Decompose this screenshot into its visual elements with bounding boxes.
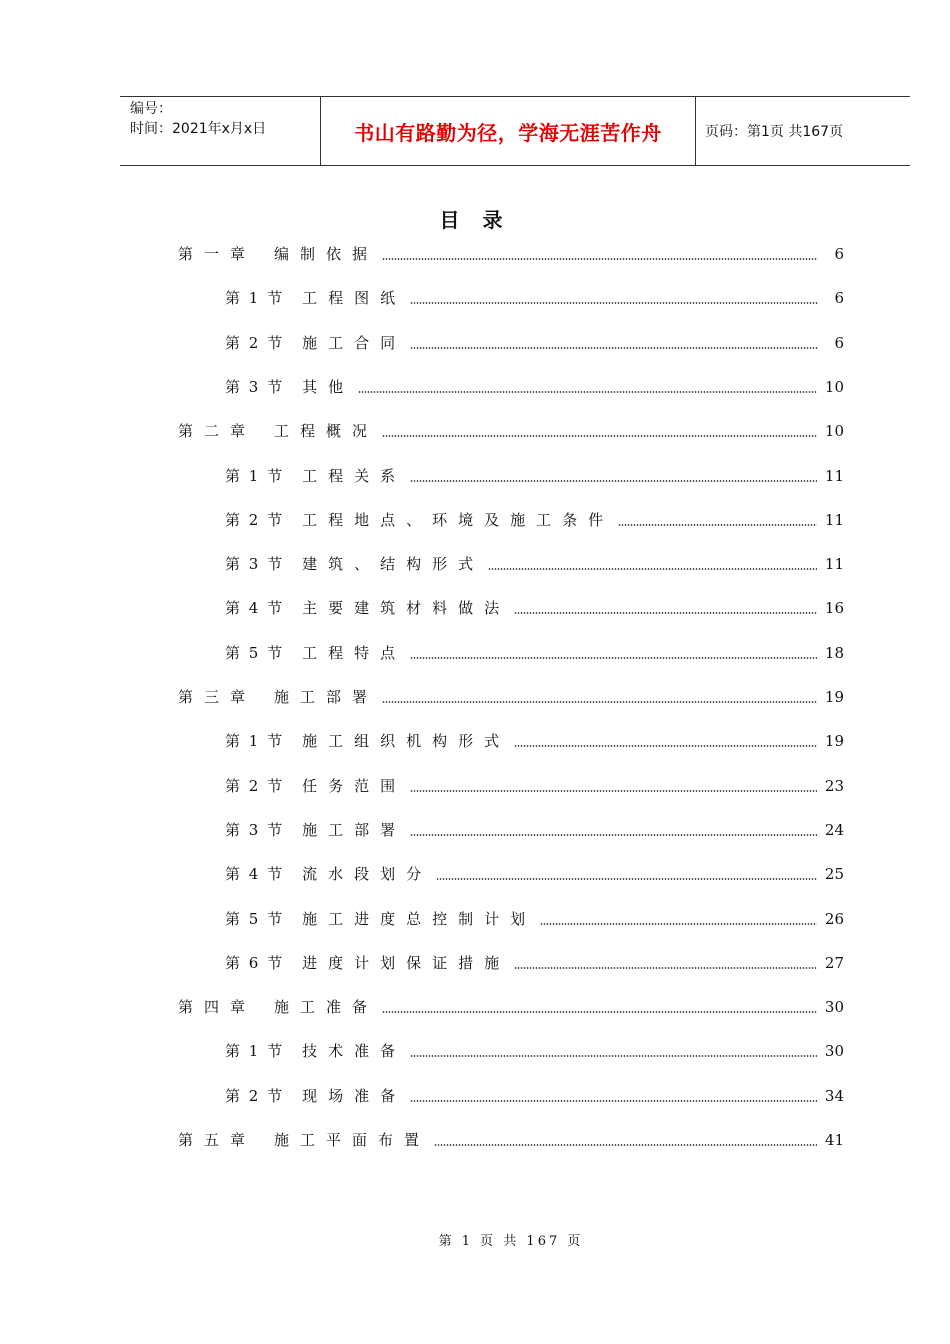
- toc-entry-number: 第二章: [178, 422, 257, 441]
- toc-entry-label: [225, 862, 432, 886]
- toc-entry-label: [225, 375, 354, 399]
- toc-entry-title: 现场准备: [302, 1086, 407, 1105]
- toc-entry-title: 技术准备: [302, 1042, 407, 1061]
- toc-dot-leader: [382, 435, 817, 437]
- toc-entry-label: [178, 242, 378, 266]
- toc-entry-label: [225, 552, 484, 576]
- toc-section-entry[interactable]: [225, 729, 844, 753]
- toc-entry-title: 工程关系: [302, 466, 407, 485]
- toc-entry-label: [225, 1039, 406, 1063]
- toc-page-number: 24: [824, 820, 844, 839]
- toc-entry-label: [225, 641, 406, 665]
- toc-entry-label: [225, 951, 510, 975]
- toc-dot-leader: [514, 745, 817, 747]
- toc-entry-number: 第 1 节: [225, 732, 285, 751]
- toc-entry-label: [178, 419, 378, 443]
- toc-entry-label: [225, 286, 406, 310]
- toc-title: 目 录: [439, 208, 511, 232]
- toc-entry-title: 其他: [302, 377, 355, 396]
- toc-page-number: 11: [824, 555, 844, 574]
- toc-chapter-entry[interactable]: [178, 685, 844, 709]
- toc-entry-title: 工程概况: [274, 422, 379, 441]
- toc-entry-number: 第 3 节: [225, 820, 285, 839]
- toc-dot-leader: [410, 790, 817, 792]
- toc-dot-leader: [410, 1055, 817, 1057]
- toc-section-entry[interactable]: [225, 375, 844, 399]
- page-code: 页码：第1页 共167页: [705, 124, 844, 140]
- toc-entry-title: 施工部署: [302, 820, 407, 839]
- toc-chapter-entry[interactable]: [178, 995, 844, 1019]
- toc-section-entry[interactable]: [225, 951, 844, 975]
- toc-chapter-entry[interactable]: [178, 1128, 844, 1152]
- toc-entry-number: 第 2 节: [225, 333, 285, 352]
- toc-page-number: 10: [824, 422, 844, 441]
- toc-entry-title: 施工进度总控制计划: [302, 909, 537, 928]
- toc-entry-title: 施工平面布置: [274, 1131, 431, 1149]
- toc-entry-number: 第 1 节: [225, 1042, 285, 1061]
- header-motto-cell: [320, 97, 696, 165]
- toc-dot-leader: [410, 302, 818, 304]
- toc-entry-label: [225, 1084, 406, 1108]
- toc-entry-label: [225, 331, 406, 355]
- toc-page-number: 41: [824, 1131, 844, 1149]
- toc-page-number: 6: [834, 333, 844, 352]
- toc-entry-title: 建筑、结构形式: [302, 555, 485, 574]
- header-page-cell: [695, 97, 910, 165]
- toc-page-number: 34: [824, 1086, 844, 1105]
- toc-dot-leader: [382, 701, 817, 703]
- toc-section-entry[interactable]: [225, 1084, 844, 1108]
- toc-section-entry[interactable]: [225, 907, 844, 931]
- toc-entry-number: 第五章: [178, 1131, 257, 1149]
- toc-page-number: 30: [824, 1042, 844, 1061]
- toc-page-number: 16: [824, 599, 844, 618]
- toc-entry-label: [225, 596, 510, 620]
- toc-page-number: 27: [824, 953, 844, 972]
- toc-entry-label: [225, 774, 406, 798]
- toc-section-entry[interactable]: [225, 464, 844, 488]
- toc-section-entry[interactable]: [225, 774, 844, 798]
- header-table: [120, 96, 910, 166]
- toc-entry-title: 施工部署: [274, 688, 379, 706]
- toc-entry-label: [225, 508, 614, 532]
- toc-section-entry[interactable]: [225, 596, 844, 620]
- toc-entry-title: 施工准备: [274, 998, 379, 1017]
- toc-page-number: 11: [824, 466, 844, 485]
- toc-entry-label: [178, 685, 378, 709]
- toc-page-number: 19: [824, 688, 844, 706]
- toc-entry-title: 工程地点、环境及施工条件: [302, 510, 615, 529]
- toc-page-number: 18: [824, 643, 844, 662]
- toc-section-entry[interactable]: [225, 286, 844, 310]
- toc-entry-number: 第 1 节: [225, 466, 285, 485]
- toc-entry-title: 施工组织机构形式: [302, 732, 511, 751]
- toc-dot-leader: [358, 391, 817, 393]
- toc-entry-number: 第 1 节: [225, 289, 285, 308]
- toc-section-entry[interactable]: [225, 862, 844, 886]
- toc-dot-leader: [410, 347, 818, 349]
- page-footer: 第 1 页 共 167 页: [438, 1234, 584, 1249]
- toc-dot-leader: [410, 834, 817, 836]
- header-meta-cell: [120, 97, 320, 165]
- toc-dot-leader: [410, 1100, 817, 1102]
- toc-entry-title: 进度计划保证措施: [302, 953, 511, 972]
- toc-entry-number: 第 4 节: [225, 865, 285, 884]
- toc-entry-number: 第一章: [178, 245, 257, 263]
- toc-chapter-entry[interactable]: [178, 419, 844, 443]
- toc-dot-leader: [436, 878, 817, 880]
- toc-section-entry[interactable]: [225, 818, 844, 842]
- toc-page-number: 26: [824, 909, 844, 928]
- toc-page-number: 30: [824, 998, 844, 1017]
- toc-section-entry[interactable]: [225, 641, 844, 665]
- toc-entry-number: 第 3 节: [225, 377, 285, 396]
- toc-entry-number: 第 6 节: [225, 953, 285, 972]
- toc-entry-title: 任务范围: [302, 776, 407, 795]
- toc-dot-leader: [488, 568, 817, 570]
- toc-dot-leader: [514, 967, 817, 969]
- toc-chapter-entry[interactable]: [178, 242, 844, 266]
- toc-entry-title: 编制依据: [274, 245, 379, 263]
- toc-dot-leader: [382, 258, 818, 260]
- toc-page-number: 11: [824, 510, 844, 529]
- toc-section-entry[interactable]: [225, 552, 844, 576]
- toc-section-entry[interactable]: [225, 508, 844, 532]
- toc-dot-leader: [540, 923, 817, 925]
- toc-page-number: 10: [824, 377, 844, 396]
- toc-page-number: 19: [824, 732, 844, 751]
- toc-entry-label: [178, 995, 378, 1019]
- toc-page-number: 6: [834, 245, 844, 263]
- toc-entry-label: [225, 464, 406, 488]
- toc-entry-title: 工程特点: [302, 643, 407, 662]
- toc-section-entry[interactable]: [225, 1039, 844, 1063]
- toc-section-entry[interactable]: [225, 331, 844, 355]
- toc-entry-number: 第 4 节: [225, 599, 285, 618]
- toc-entry-number: 第 3 节: [225, 555, 285, 574]
- document-time-label: 时间：2021年x月x日: [130, 121, 267, 137]
- toc-entry-number: 第 2 节: [225, 776, 285, 795]
- toc-entry-label: [225, 818, 406, 842]
- toc-entry-title: 流水段划分: [302, 865, 433, 884]
- document-number-label: 编号：: [130, 101, 172, 117]
- toc-entry-label: [225, 907, 536, 931]
- toc-entry-number: 第 2 节: [225, 1086, 285, 1105]
- toc-dot-leader: [410, 480, 817, 482]
- toc-dot-leader: [434, 1144, 817, 1146]
- toc-entry-title: 主要建筑材料做法: [302, 599, 511, 618]
- toc-entry-label: [178, 1128, 430, 1152]
- toc-page-number: 23: [824, 776, 844, 795]
- toc-entry-title: 工程图纸: [302, 289, 407, 308]
- toc-entry-title: 施工合同: [302, 333, 407, 352]
- toc-dot-leader: [382, 1011, 817, 1013]
- toc-entry-number: 第三章: [178, 688, 257, 706]
- toc-page-number: 6: [834, 289, 844, 308]
- toc-page-number: 25: [824, 865, 844, 884]
- toc-entry-number: 第 2 节: [225, 510, 285, 529]
- toc-dot-leader: [618, 524, 817, 526]
- toc-entry-number: 第 5 节: [225, 909, 285, 928]
- motto-text: 书山有路勤为径，学海无涯苦作舟: [354, 120, 662, 145]
- toc-entry-label: [225, 729, 510, 753]
- toc-entry-number: 第 5 节: [225, 643, 285, 662]
- toc-dot-leader: [410, 657, 817, 659]
- toc-entry-number: 第四章: [178, 998, 257, 1017]
- toc-dot-leader: [514, 612, 817, 614]
